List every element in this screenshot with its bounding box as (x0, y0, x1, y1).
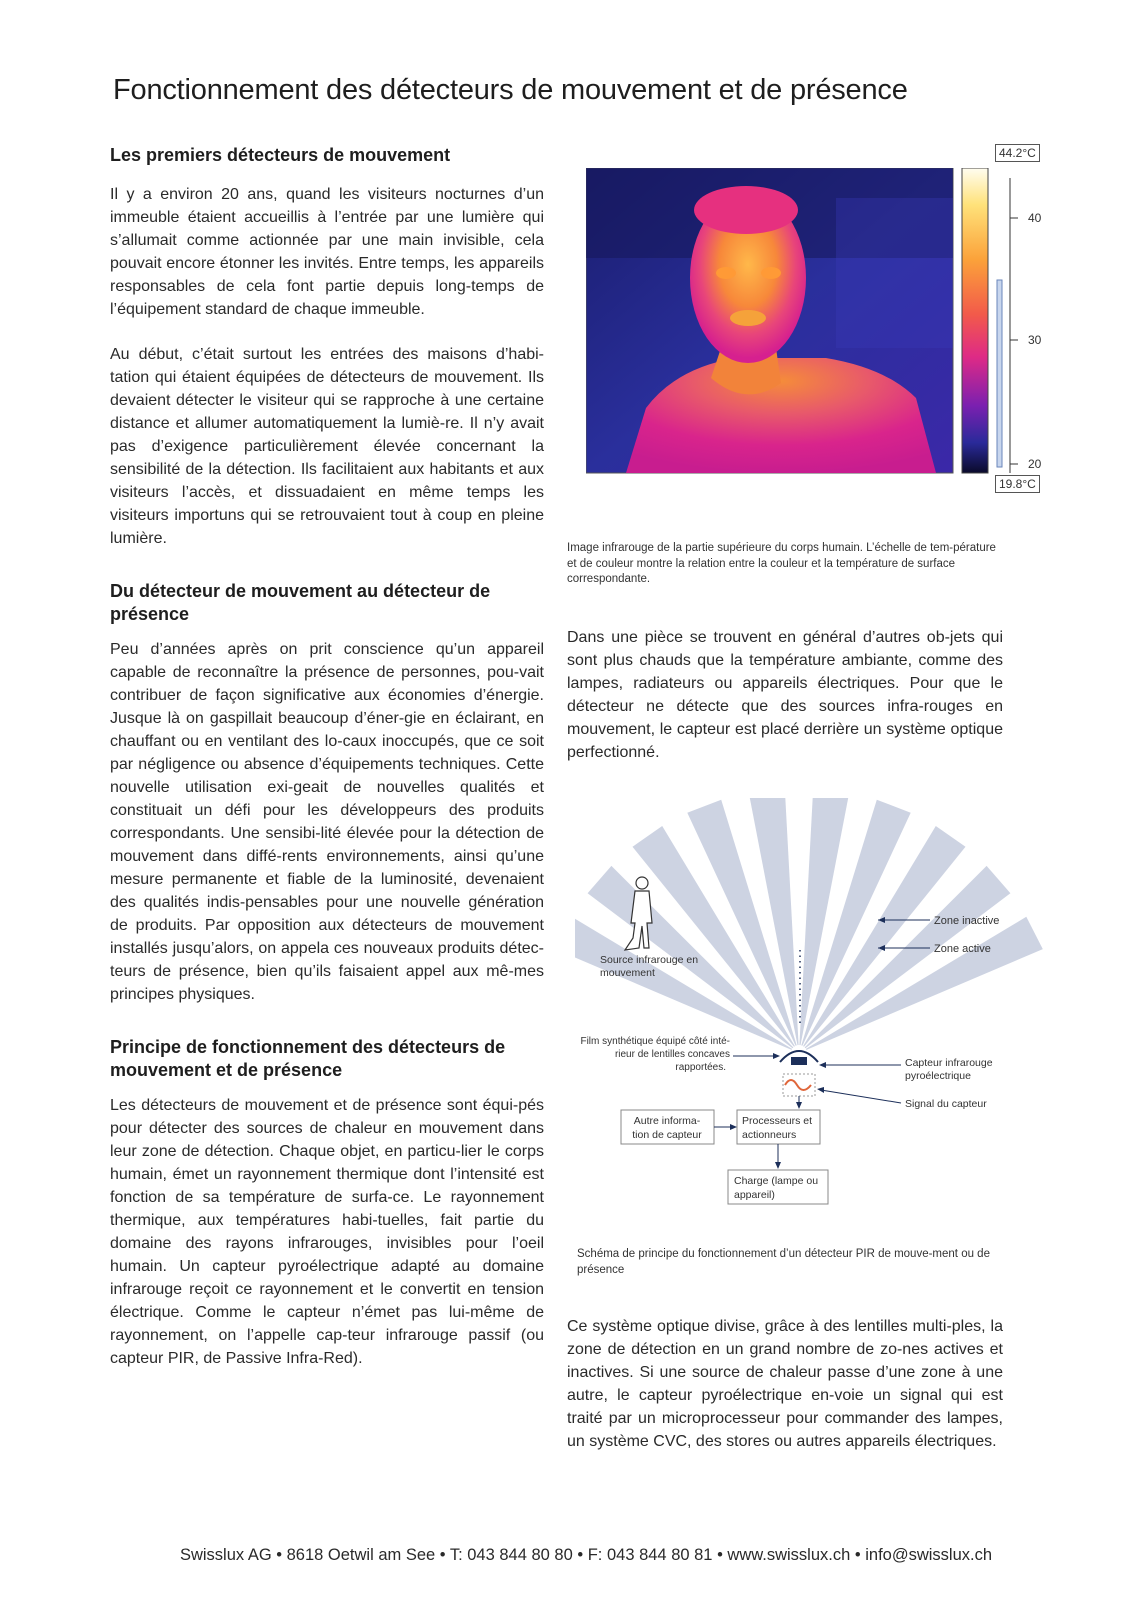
scale-tick-20: 20 (1028, 457, 1042, 471)
pir-diagram (575, 798, 1045, 1228)
section-heading-principle: Principe de fonctionnement des détecteurs de mouvement et de présence (110, 1037, 506, 1080)
page-title: Fonctionnement des détecteurs de mouvement et de présence (113, 74, 908, 106)
scale-tick-40: 40 (1028, 211, 1042, 225)
other-sensor-label-1: Autre informa- (633, 1115, 701, 1127)
figure-caption: Image infrarouge de la partie supérieure du corps humain. L’échelle de tem-pérature et de couleur montre la relation entre la couleur et la température de surface correspondante. (567, 542, 996, 585)
right-paragraph-block (567, 626, 1003, 764)
pyroelectric-sensor-icon (791, 1057, 807, 1065)
paragraph: Au début, c’était surtout les entrées des maisons d’habi-tation qui étaient équipées de détecteurs de mouvement. Ils devaient détecter le visiteur qui se rapproche à une certaine distance et allumer automatiquement la lumiè-re. Il n’y avait pas d’exigence particulièrement élevée concernant la sensibilité de la détection. Ils facilitaient aux habitants et aux visiteurs l’accès, et dissuadaient en même temps les visiteurs importuns qui se retrouvaient tout à coup en pleine lumière. (110, 346, 544, 547)
film-label-line2: rieur de lentilles concaves (614, 1049, 730, 1060)
processor-label-2: actionneurs (742, 1129, 797, 1141)
section-heading-motion-to-presence: Du détecteur de mouvement au détecteur de présence (110, 581, 491, 624)
scale-min-label: 19.8°C (995, 475, 1040, 493)
processor-label-1: Processeurs et (742, 1115, 813, 1127)
zone-active-label: Zone active (934, 943, 991, 955)
left-column (110, 144, 544, 1370)
paragraph: Peu d’années après on prit conscience qu’un appareil capable de reconnaître la présence de personnes, pou-vait contribuer de façon significative aux économies d’énergie. Jusque là on gaspillait beaucoup d’éner-gie en éclairant, en chauffant ou en ventilant des lo-caux inoccupés, que ce soit par négligence ou absence d’équipements techniques. Cette nouvelle utilisation exi-geait de nouvelles qualités et constituait un défi pour les développeurs des produits correspondants. Une sensibi-lité élevée pour la détection de mouvement dans diffé-rents environnements, ainsi qu’une mesure permanente et fiable de la luminosité, devenaient des qualités indis-pensables pour une nouvelle génération de produits. Par opposition aux détecteurs de mouvement installés jusqu’alors, on appela ces nouveaux produits détec-teurs de présence, bien qu’ils faisaient appel aux mê-mes principes physiques. (110, 641, 544, 1003)
capteur-label-line2: pyroélectrique (905, 1070, 971, 1082)
right-paragraph-block-2 (567, 1315, 1003, 1453)
other-sensor-label-2: tion de capteur (632, 1129, 702, 1141)
thermal-photo (586, 168, 953, 473)
zone-inactive-label: Zone inactive (934, 915, 1000, 927)
load-label-2: appareil) (734, 1189, 775, 1201)
figure-caption: Schéma de principe du fonctionnement d’un détecteur PIR de mouve-ment ou de présence (577, 1248, 990, 1276)
film-label-line3: rapportées. (675, 1062, 726, 1073)
film-label-line1: Film synthétique équipé côté inté- (580, 1036, 730, 1047)
section-heading-first-detectors: Les premiers détecteurs de mouvement (110, 145, 451, 165)
thermal-caption-block (567, 541, 1001, 588)
capteur-label-line1: Capteur infrarouge (905, 1057, 993, 1069)
source-label-line2: mouvement (600, 967, 655, 979)
thermal-image-figure (586, 146, 1046, 513)
color-scale-bar (962, 168, 988, 473)
paragraph: Ce système optique divise, grâce à des lentilles multi-ples, la zone de détection en un grand nombre de zo-nes actives et inactives. Si une source de chaleur passe d’une zone à une autre, le capteur pyroélectrique en-voie un signal qui est traité par un microprocesseur pour commander des lampes, un système CVC, des stores ou autres appareils électriques. (567, 1318, 1003, 1450)
diagram-caption-block (577, 1247, 997, 1278)
scale-max-label: 44.2°C (995, 144, 1040, 162)
paragraph: Les détecteurs de mouvement et de présence sont équi-pés pour détecter des sources de chaleur en mouvement dans leur zone de détection. Chaque objet, en particu-lier le corps humain, émet un rayonnement thermique dont l’intensité est fonction de sa température de surfa-ce. Le rayonnement thermique, aux températures habi-tuelles, fait partie du domaine des rayons infrarouges, invisibles pour l’oeil humain. Un capteur pyroélectrique adapté au domaine infrarouge reçoit ce rayonnement et le convertit en tension électrique. Comme le capteur n’émet pas lui-même de rayonnement, on l’appelle cap-teur infrarouge passif (ou capteur PIR, de Passive Infra-Red). (110, 1097, 544, 1367)
signal-label: Signal du capteur (905, 1098, 987, 1110)
source-label-line1: Source infrarouge en (600, 954, 699, 966)
scale-tick-30: 30 (1028, 333, 1042, 347)
load-label-1: Charge (lampe ou (734, 1175, 819, 1187)
paragraph: Dans une pièce se trouvent en général d’autres ob-jets qui sont plus chauds que la température ambiante, comme des lampes, radiateurs ou appareils électriques. Pour que le détecteur ne détecte que des sources infra-rouges en mouvement, le capteur est placé derrière un système optique perfectionné. (567, 629, 1003, 761)
footer-contact: Swisslux AG • 8618 Oetwil am See • T: 043 844 80 80 • F: 043 844 80 81 • www.swisslux.ch • info@swisslux.ch (179, 1546, 993, 1564)
paragraph: Il y a environ 20 ans, quand les visiteurs nocturnes d’un immeuble étaient accueillis à l’entrée par une lumière qui s’allumait comme actionnée par une main invisible, cela pouvait encore étonner les invités. Entre temps, les appareils responsables de cela font partie depuis long-temps de l’équipement standard de chaque immeuble. (110, 186, 544, 318)
